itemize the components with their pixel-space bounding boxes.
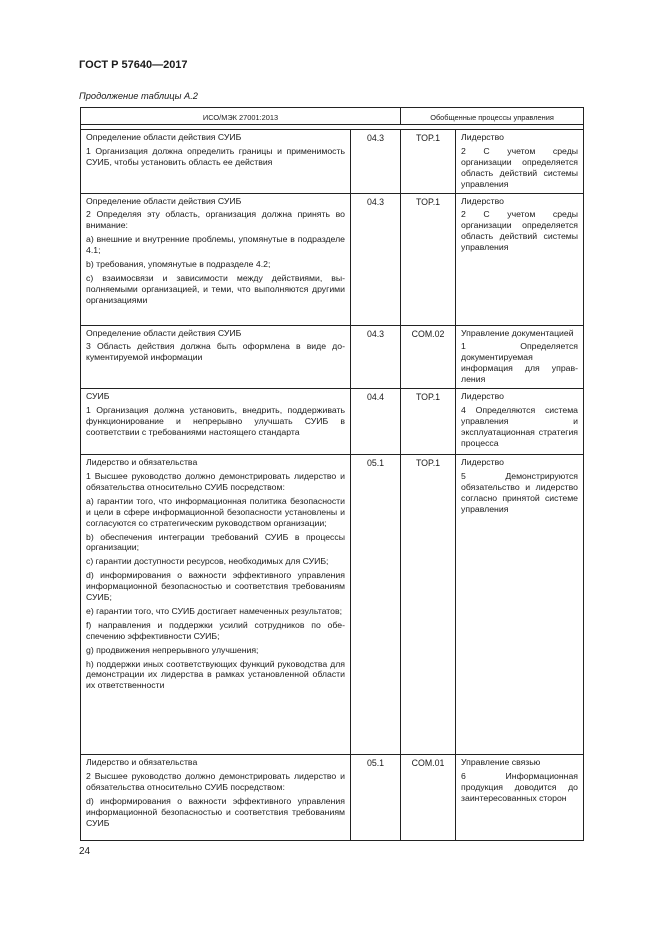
clause-number-cell: 05.1 [351, 755, 401, 841]
requirement-paragraph: 1 Организация должна установить, внедрить, поддерживать функционирование и непрерывно улучшать СУИБ в соответствии с требованиями настоящего стандарта [86, 404, 345, 437]
clause-number-cell: 05.1 [351, 455, 401, 755]
clause-number-cell: 04.3 [351, 325, 401, 389]
iso-requirement-cell [81, 455, 351, 755]
requirement-paragraph: d) информирования о важности эффективного управления информационной безопасностью и соответствия требованиям СУИБ; [86, 570, 345, 603]
table-row [81, 193, 584, 325]
process-heading: Лидерство [461, 391, 504, 402]
process-paragraph: 2 С учетом среды организации определяется область действий системы управления [461, 209, 579, 253]
process-heading: Управление связью [461, 757, 541, 768]
requirement-heading: СУИБ [86, 391, 110, 402]
clause-number-cell: 04.3 [351, 130, 401, 194]
process-paragraph: 6 Информационная продукция доводится до заинтересованных сторон [461, 770, 579, 803]
process-description-cell [456, 389, 584, 455]
requirement-heading: Лидерство и обязательства [86, 757, 198, 768]
iso-requirement-cell [81, 130, 351, 194]
requirement-paragraph: b) требования, упомянутые в подразделе 4.2; [86, 259, 271, 270]
process-heading: Лидерство [461, 457, 504, 468]
document-title: ГОСТ Р 57640—2017 [79, 59, 188, 71]
process-code-cell: TOP.1 [401, 130, 456, 194]
clause-number-cell: 04.3 [351, 193, 401, 325]
process-description-cell [456, 455, 584, 755]
process-code-cell: TOP.1 [401, 455, 456, 755]
process-description-cell [456, 325, 584, 389]
requirement-paragraph: 2 Высшее руководство должно демонстрировать лидерство и обязательства относительно СУИБ посредством: [86, 770, 345, 792]
requirement-paragraph: 2 Определяя эту область, организация должна принять во внимание: [86, 209, 345, 231]
requirement-paragraph: b) обеспечения интеграции требований СУИБ в процессы организации; [86, 531, 345, 553]
process-paragraph: 1 Определяется документируемая информация для управления [461, 341, 579, 385]
requirement-paragraph: c) взаимосвязи и зависимости между действиями, выполняемыми организацией, и теми, что выполняются другими организациями [86, 272, 345, 305]
header-generalized-processes: Обобщенные процессы управления [401, 108, 584, 125]
requirement-paragraph: g) продвижения непрерывного улучшения; [86, 644, 259, 655]
process-heading: Лидерство [461, 132, 504, 142]
requirement-paragraph: 1 Высшее руководство должно демонстрировать лидерство и обязательства относительно СУИБ посредством: [86, 470, 345, 492]
table-body [81, 130, 584, 841]
process-paragraph: 2 С учетом среды организации определяется область действий системы управления [461, 145, 579, 189]
iso-requirement-cell [81, 193, 351, 325]
iso-requirement-cell [81, 389, 351, 455]
process-heading: Управление документацией [461, 327, 574, 338]
table-row [81, 325, 584, 389]
clause-number-cell: 04.4 [351, 389, 401, 455]
page-number: 24 [79, 846, 91, 857]
requirement-paragraph: d) информирования о важности эффективного управления информационной безопасностью и соответствия требованиям СУИБ [86, 795, 345, 828]
table-caption: Продолжение таблицы А.2 [79, 91, 198, 101]
requirement-paragraph: e) гарантии того, что СУИБ достигает намеченных результатов; [86, 605, 342, 616]
table-row [81, 389, 584, 455]
table-row [81, 755, 584, 841]
process-heading: Лидерство [461, 195, 504, 206]
process-code-cell: TOP.1 [401, 389, 456, 455]
process-code-cell: COM.02 [401, 325, 456, 389]
requirement-paragraph: a) внешние и внутренние проблемы, упомянутые в подразделе 4.1; [86, 234, 345, 256]
requirement-heading: Определение области действия СУИБ [86, 327, 242, 338]
table-row [81, 130, 584, 194]
process-description-cell [456, 755, 584, 841]
process-code-cell: TOP.1 [401, 193, 456, 325]
requirement-heading: Определение области действия СУИБ [86, 132, 242, 142]
iso-requirement-cell [81, 755, 351, 841]
requirement-heading: Лидерство и обязательства [86, 457, 198, 468]
requirement-paragraph: h) поддержки иных соответствующих функций руководства для демонстрации их лидерства в рамках установленной области их ответственности [86, 658, 345, 691]
mapping-table [80, 107, 584, 841]
requirement-heading: Определение области действия СУИБ [86, 195, 242, 206]
process-description-cell [456, 130, 584, 194]
process-description-cell [456, 193, 584, 325]
requirement-paragraph: c) гарантии доступности ресурсов, необходимых для СУИБ; [86, 556, 329, 567]
requirement-paragraph: f) направления и поддержки усилий сотрудников по обеспечению эффективности СУИБ; [86, 619, 345, 641]
table-header-row [81, 108, 584, 125]
process-paragraph: 4 Определяются система управления и эксплуатационная стратегия процесса [461, 404, 579, 448]
requirement-paragraph: a) гарантии того, что информационная политика безопасности и цели в сфере информационной безопасности установлены и согласуются со стратегическим руководством организации; [86, 495, 345, 528]
requirement-paragraph: 3 Область действия должна быть оформлена в виде документируемой информации [86, 341, 345, 363]
table-row [81, 455, 584, 755]
header-iso-iec: ИСО/МЭК 27001:2013 [81, 108, 401, 125]
process-code-cell: COM.01 [401, 755, 456, 841]
requirement-paragraph: 1 Организация должна определить границы и применимость СУИБ, чтобы установить область ее действия [86, 145, 345, 167]
iso-requirement-cell [81, 325, 351, 389]
process-paragraph: 5 Демонстрируются обязательство и лидерство согласно принятой системе управления [461, 470, 579, 514]
